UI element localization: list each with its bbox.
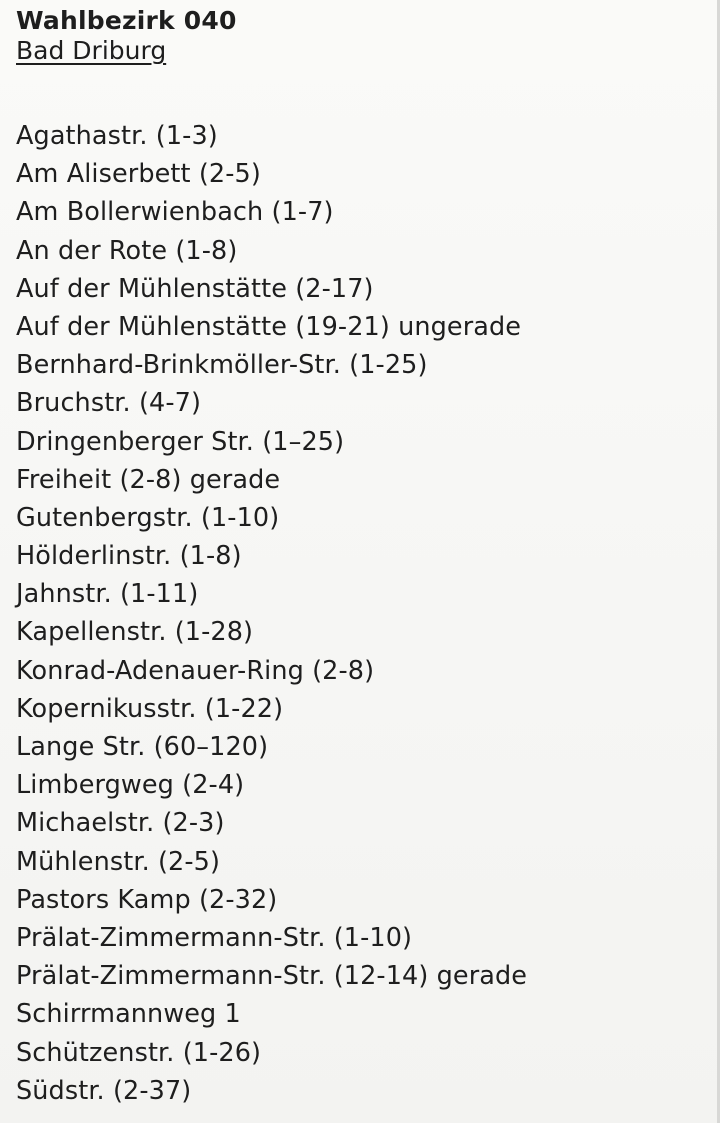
street-item: Hölderlinstr. (1-8) xyxy=(16,541,242,572)
street-item: Bernhard-Brinkmöller-Str. (1-25) xyxy=(16,350,428,381)
town-name: Bad Driburg xyxy=(16,36,167,65)
street-item: Gutenbergstr. (1-10) xyxy=(16,502,280,533)
street-list xyxy=(16,117,527,1110)
street-item: Dringenberger Str. (1–25) xyxy=(16,426,345,457)
street-item: Mühlenstr. (2-5) xyxy=(16,846,221,877)
street-item: Konrad-Adenauer-Ring (2-8) xyxy=(16,655,375,686)
street-item: Pastors Kamp (2-32) xyxy=(16,884,278,915)
street-item: Freiheit (2-8) gerade xyxy=(16,464,281,495)
street-item: Bruchstr. (4-7) xyxy=(16,388,202,419)
street-item: Schützenstr. (1-26) xyxy=(16,1037,262,1068)
street-item: Kapellenstr. (1-28) xyxy=(16,617,254,648)
street-item: Prälat-Zimmermann-Str. (12-14) gerade xyxy=(16,961,528,992)
street-item: Lange Str. (60–120) xyxy=(16,732,269,762)
street-item: Auf der Mühlenstätte (2-17) xyxy=(16,273,374,304)
street-item: Am Bollerwienbach (1-7) xyxy=(16,197,334,228)
street-item: Agathastr. (1-3) xyxy=(16,121,218,151)
street-item: Am Aliserbett (2-5) xyxy=(16,159,261,190)
street-item: An der Rote (1-8) xyxy=(16,235,238,266)
district-title: Wahlbezirk 040 xyxy=(16,6,237,35)
street-item: Prälat-Zimmermann-Str. (1-10) xyxy=(16,922,413,953)
street-item: Schirrmannweg 1 xyxy=(16,999,241,1030)
street-item: Südstr. (2-37) xyxy=(16,1075,192,1106)
street-item: Limbergweg (2-4) xyxy=(16,770,245,801)
street-item: Jahnstr. (1-11) xyxy=(16,579,199,610)
street-item: Kopernikusstr. (1-22) xyxy=(16,693,284,724)
street-item: Auf der Mühlenstätte (19-21) ungerade xyxy=(16,311,522,342)
street-item: Michaelstr. (2-3) xyxy=(16,808,225,839)
